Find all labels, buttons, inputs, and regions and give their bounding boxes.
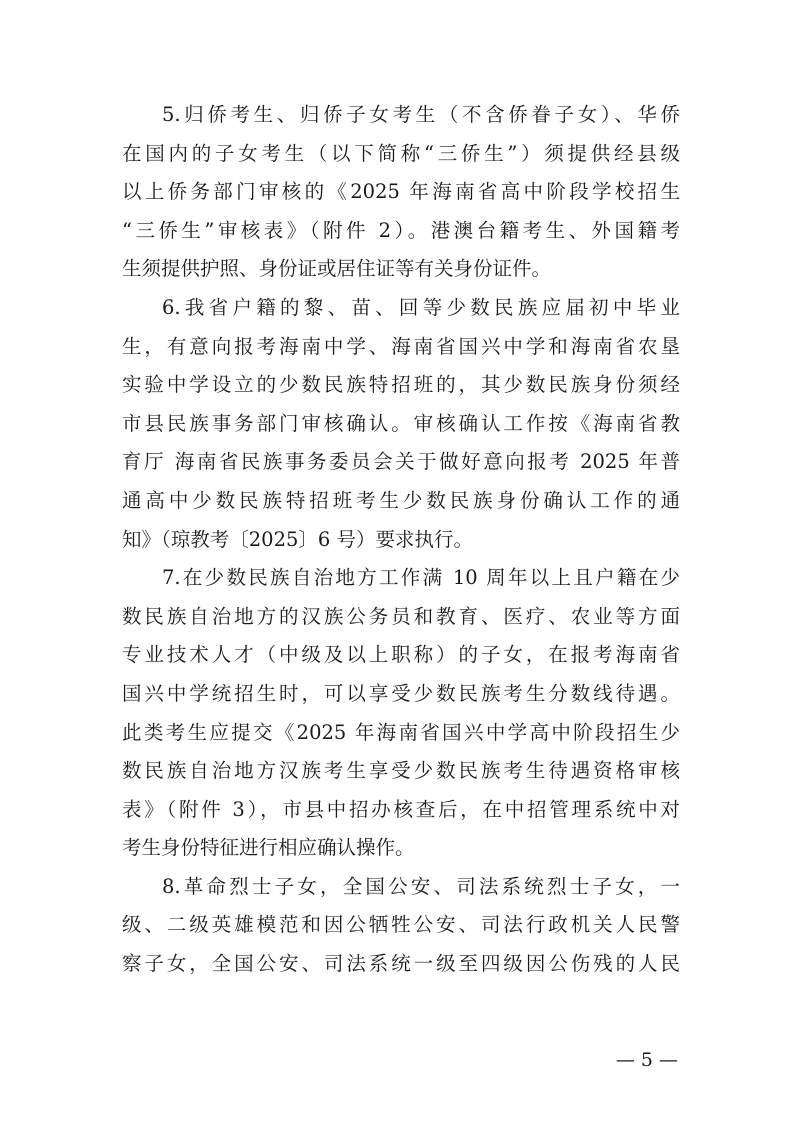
text-line: 考生身份特征进行相应确认操作。 [122,836,415,860]
text-line: 6.我省户籍的黎、苗、回等少数民族应届初中毕业 [162,295,680,319]
paragraph-item-5 [122,96,680,289]
text-line: 数民族自治地方汉族考生享受少数民族考生待遇资格审核 [122,759,680,783]
page-number: — 5 — [615,1049,678,1071]
text-line: 级、二级英雄模范和因公牺牲公安、司法行政机关人民警 [122,913,680,937]
text-line: “三侨生”审核表》（附件 2）。港澳台籍考生、外国籍考 [122,218,680,242]
text-line: 8.革命烈士子女，全国公安、司法系统烈士子女，一 [162,874,680,898]
text-line: 市县民族事务部门审核确认。审核确认工作按《海南省教 [122,411,680,435]
text-line: 专业技术人才（中级及以上职称）的子女，在报考海南省 [122,643,680,667]
text-line: 数民族自治地方的汉族公务员和教育、医疗、农业等方面 [122,604,680,628]
text-line: 察子女，全国公安、司法系统一级至四级因公伤残的人民 [122,952,680,976]
text-line: 国兴中学统招生时，可以享受少数民族考生分数线待遇。 [122,681,680,705]
text-line: 育厅 海南省民族事务委员会关于做好意向报考 2025 年普 [122,450,680,474]
text-line: 以上侨务部门审核的《2025 年海南省高中阶段学校招生 [122,180,680,204]
text-line: 表》（附件 3），市县中招办核查后，在中招管理系统中对 [122,797,680,821]
text-line: 7.在少数民族自治地方工作满 10 周年以上且户籍在少 [162,566,680,590]
text-line: 此类考生应提交《2025 年海南省国兴中学高中阶段招生少 [122,720,680,744]
paragraph-item-6 [122,289,680,559]
text-line: 生，有意向报考海南中学、海南省国兴中学和海南省农垦 [122,334,680,358]
paragraph-item-7 [122,559,680,868]
text-line: 知》（琼教考〔2025〕6 号）要求执行。 [122,527,473,551]
text-line: 通高中少数民族特招班考生少数民族身份确认工作的通 [122,488,680,512]
document-body [122,96,680,984]
text-line: 实验中学设立的少数民族特招班的，其少数民族身份须经 [122,373,680,397]
text-line: 生须提供护照、身份证或居住证等有关身份证件。 [122,257,552,281]
text-line: 在国内的子女考生（以下简称“三侨生”）须提供经县级 [122,141,680,165]
paragraph-item-8 [122,868,680,984]
text-line: 5.归侨考生、归侨子女考生（不含侨眷子女）、华侨 [162,103,680,126]
